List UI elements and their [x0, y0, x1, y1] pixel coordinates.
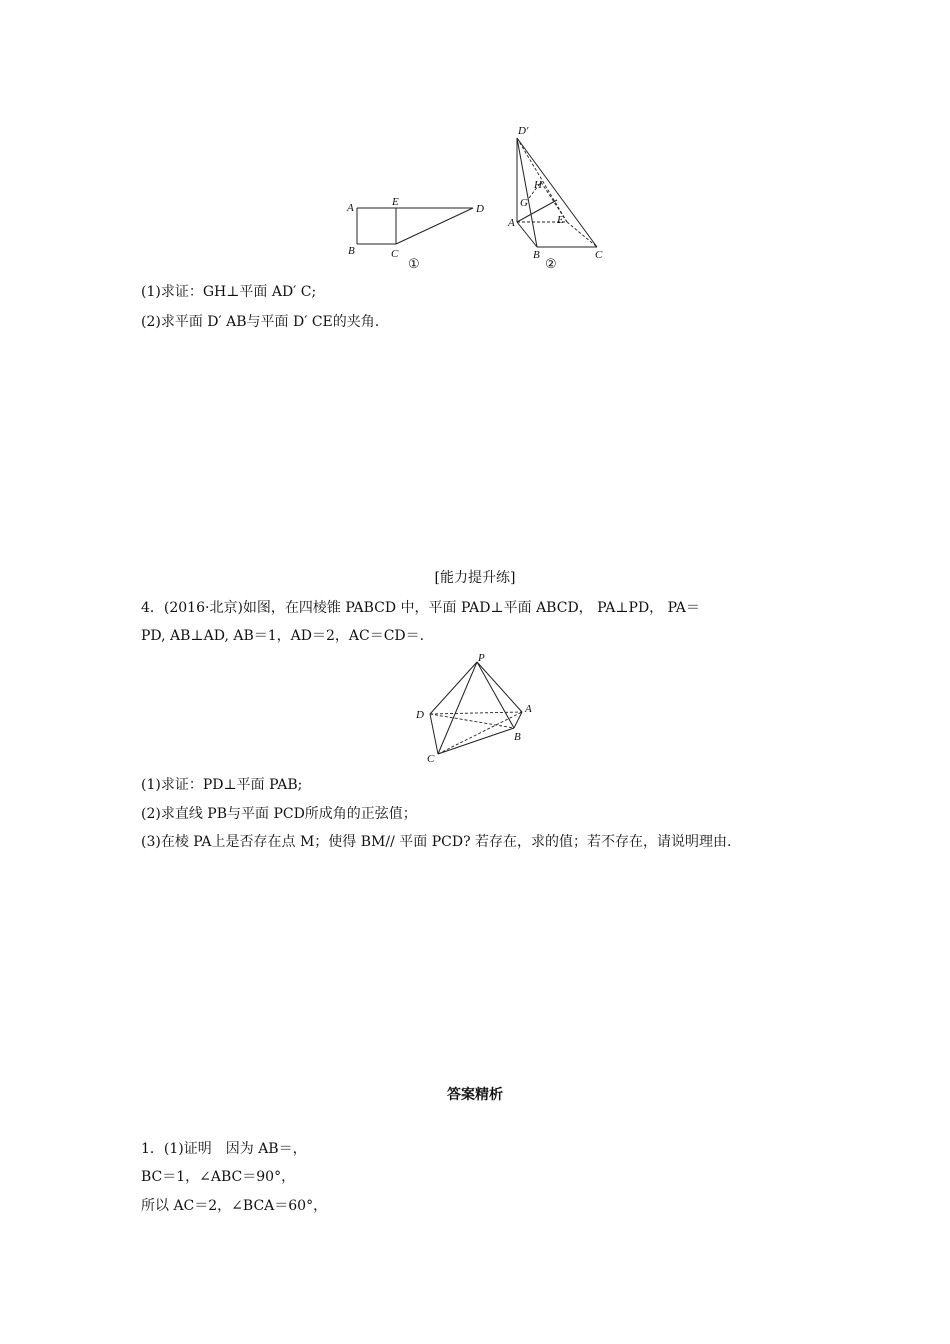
label-e: E [392, 196, 399, 208]
label-e: E [557, 214, 564, 226]
answer-line1: 1．(1)证明 因为 AB＝， [141, 1141, 307, 1157]
q4-line2: PD, AB⊥AD, AB＝1，AD＝2，AC＝CD＝. [141, 628, 425, 644]
q4-part3: (3)在棱 PA上是否存在点 M；使得 BM// 平面 PCD? 若存在，求的值；若不存在，请说明理由. [141, 834, 732, 850]
edge-d-c [430, 714, 438, 754]
label-a: A [508, 217, 515, 229]
edge-dp-b [517, 138, 537, 247]
label-d: D [476, 203, 484, 215]
edge-b-a [514, 712, 522, 728]
figure-1-number: ① [408, 256, 420, 271]
edge-c-a [438, 712, 522, 754]
label-g: G [520, 197, 528, 209]
answers-title: 答案精析 [447, 1087, 503, 1103]
label-b: B [348, 245, 355, 257]
label-c: C [427, 753, 435, 765]
figure-2-diagram [505, 120, 615, 270]
edge-d-b [430, 714, 514, 728]
label-b: B [514, 731, 521, 743]
label-d-prime: D′ [518, 125, 529, 137]
label-a: A [525, 703, 532, 715]
label-h: H [534, 179, 542, 191]
figure-2-number: ② [545, 256, 557, 270]
edge-p-b [477, 662, 514, 728]
q3-part2: (2)求平面 D′ AB与平面 D′ CE的夹角. [141, 314, 380, 330]
pyramid-diagram [410, 650, 545, 765]
answer-line2: BC＝1，∠ABC＝90°， [141, 1169, 296, 1185]
edge-c-b [438, 728, 514, 754]
q4-part2: (2)求直线 PB与平面 PCD所成角的正弦值； [141, 806, 417, 822]
q4-line1: 4．(2016·北京)如图，在四棱锥 PABCD 中，平面 PAD⊥平面 ABCD， PA⊥PD， PA＝ [141, 600, 700, 616]
section-title: [能力提升练] [434, 570, 516, 586]
label-p: P [478, 652, 485, 664]
edge-cd [396, 208, 473, 244]
edge-a-b [517, 222, 537, 247]
edge-p-d [430, 662, 477, 714]
label-c: C [595, 249, 603, 261]
figure-1-diagram [340, 192, 500, 272]
label-d: D [416, 709, 424, 721]
label-a: A [347, 202, 354, 214]
label-c: C [391, 248, 399, 260]
answer-line3: 所以 AC＝2，∠BCA＝60°， [141, 1198, 328, 1214]
label-b: B [533, 249, 540, 261]
edge-p-c [438, 662, 477, 754]
edge-p-a [477, 662, 522, 712]
edge-dp-c [517, 138, 597, 247]
q4-part1: (1)求证：PD⊥平面 PAB; [141, 777, 303, 793]
q3-part1: (1)求证：GH⊥平面 AD′ C; [141, 284, 317, 300]
edge-d-a [430, 712, 522, 714]
